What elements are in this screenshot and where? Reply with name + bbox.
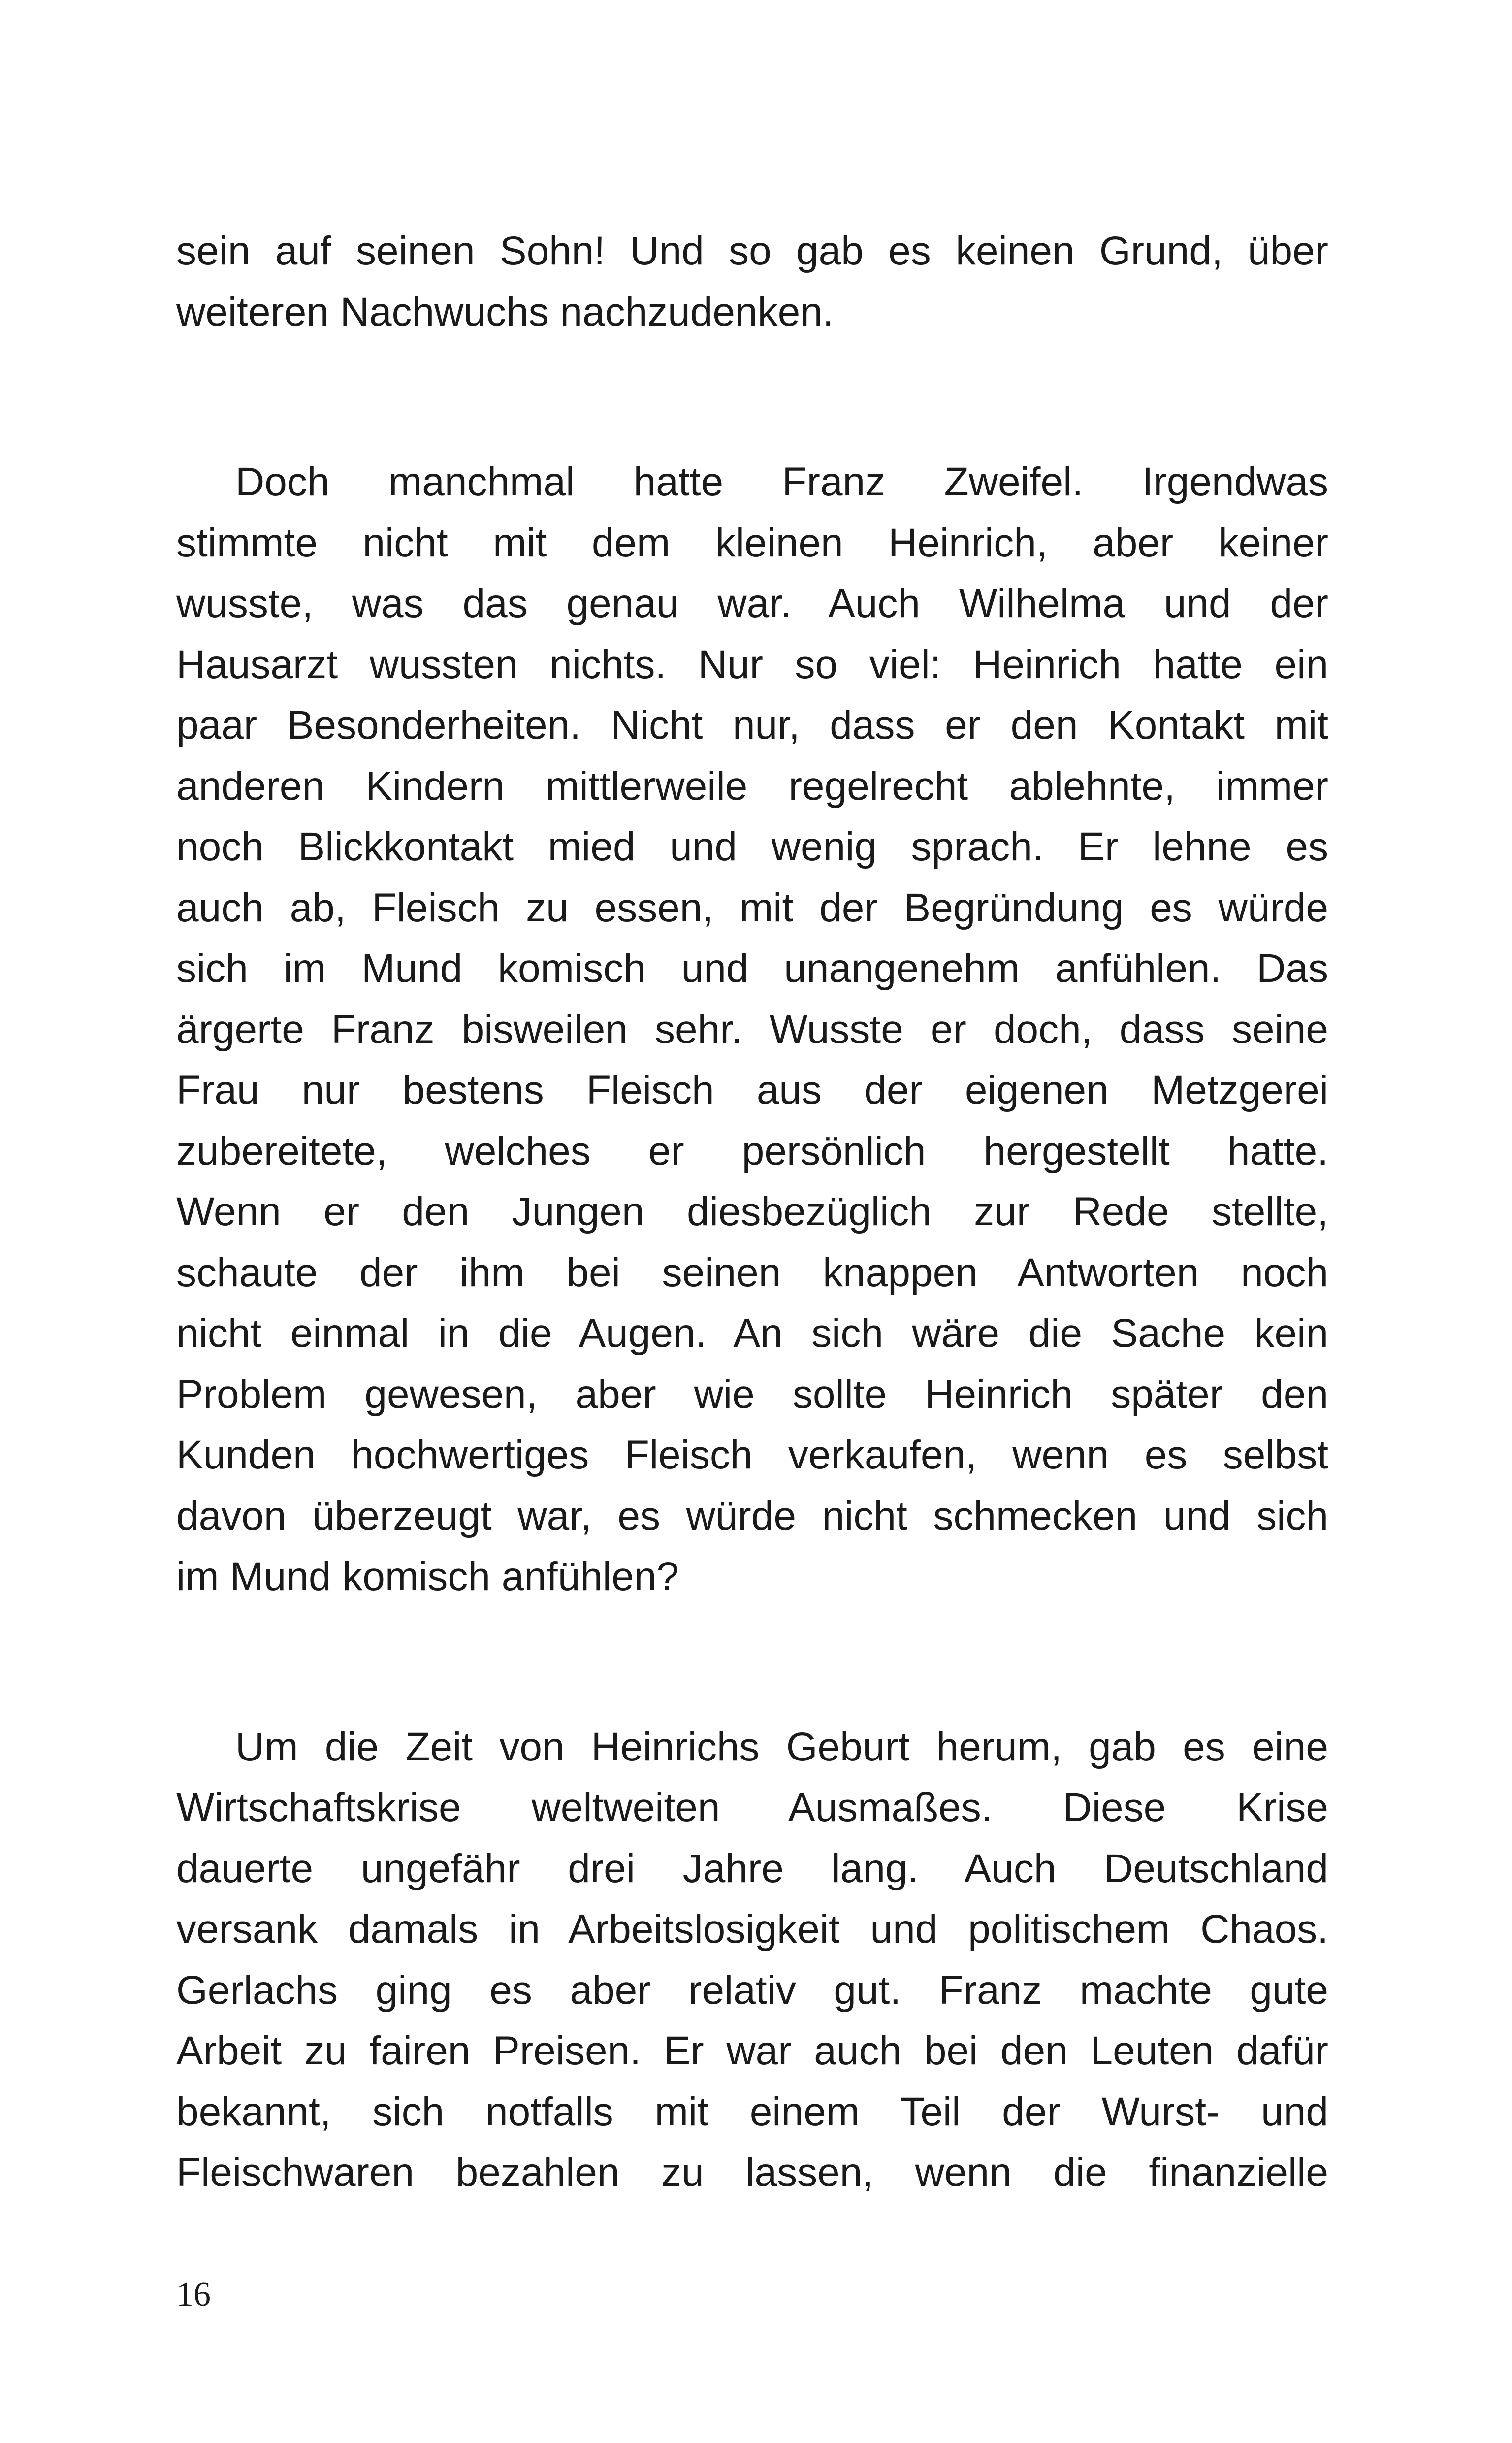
text-line: Gerlachs ging es aber relativ gut. Franz machte gute — [176, 1968, 1328, 2013]
text-line: wusste, was das genau war. Auch Wilhelma und der — [176, 581, 1328, 626]
text-line: nicht einmal in die Augen. An sich wäre die Sache kein — [176, 1311, 1328, 1356]
text-line: noch Blickkontakt mied und wenig sprach. Er lehne es — [176, 824, 1328, 869]
text-line: im Mund komisch anfühlen? — [176, 1554, 679, 1599]
text-line: Doch manchmal hatte Franz Zweifel. Irgendwas — [235, 459, 1328, 504]
text-line: Hausarzt wussten nichts. Nur so viel: Heinrich hatte ein — [176, 642, 1328, 687]
text-line: Fleischwaren bezahlen zu lassen, wenn die finanzielle — [176, 2150, 1328, 2195]
text-line: paar Besonderheiten. Nicht nur, dass er den Kontakt mit — [176, 703, 1328, 748]
text-line: Arbeit zu fairen Preisen. Er war auch bei den Leuten dafür — [176, 2028, 1328, 2073]
text-line: ärgerte Franz bisweilen sehr. Wusste er doch, dass seine — [176, 1007, 1328, 1052]
text-line: Um die Zeit von Heinrichs Geburt herum, gab es eine — [235, 1725, 1328, 1769]
text-line: schaute der ihm bei seinen knappen Antworten noch — [176, 1250, 1328, 1295]
text-line: sich im Mund komisch und unangenehm anfühlen. Das — [176, 946, 1328, 991]
text-line: Frau nur bestens Fleisch aus der eigenen Metzgerei — [176, 1068, 1328, 1112]
text-line: weiteren Nachwuchs nachzudenken. — [176, 290, 834, 334]
text-line: auch ab, Fleisch zu essen, mit der Begründung es würde — [176, 885, 1328, 930]
text-line: sein auf seinen Sohn! Und so gab es keinen Grund, über — [176, 228, 1328, 273]
text-line: davon überzeugt war, es würde nicht schmecken und sich — [176, 1494, 1328, 1538]
text-line: anderen Kindern mittlerweile regelrecht ablehnte, immer — [176, 764, 1328, 809]
text-line: zubereitete, welches er persönlich hergestellt hatte. — [176, 1129, 1328, 1173]
page-number: 16 — [176, 2276, 211, 2313]
text-line: Problem gewesen, aber wie sollte Heinrich später den — [176, 1372, 1328, 1417]
text-line: Kunden hochwertiges Fleisch verkaufen, wenn es selbst — [176, 1433, 1328, 1477]
text-line: stimmte nicht mit dem kleinen Heinrich, aber keiner — [176, 521, 1328, 565]
text-line: Wenn er den Jungen diesbezüglich zur Rede stellte, — [176, 1189, 1328, 1234]
text-line: Wirtschaftskrise weltweiten Ausmaßes. Diese Krise — [176, 1785, 1328, 1830]
text-line: dauerte ungefähr drei Jahre lang. Auch Deutschland — [176, 1846, 1328, 1891]
text-line: bekannt, sich notfalls mit einem Teil der Wurst- und — [176, 2089, 1328, 2134]
text-line: versank damals in Arbeitslosigkeit und politischem Chaos. — [176, 1907, 1328, 1952]
